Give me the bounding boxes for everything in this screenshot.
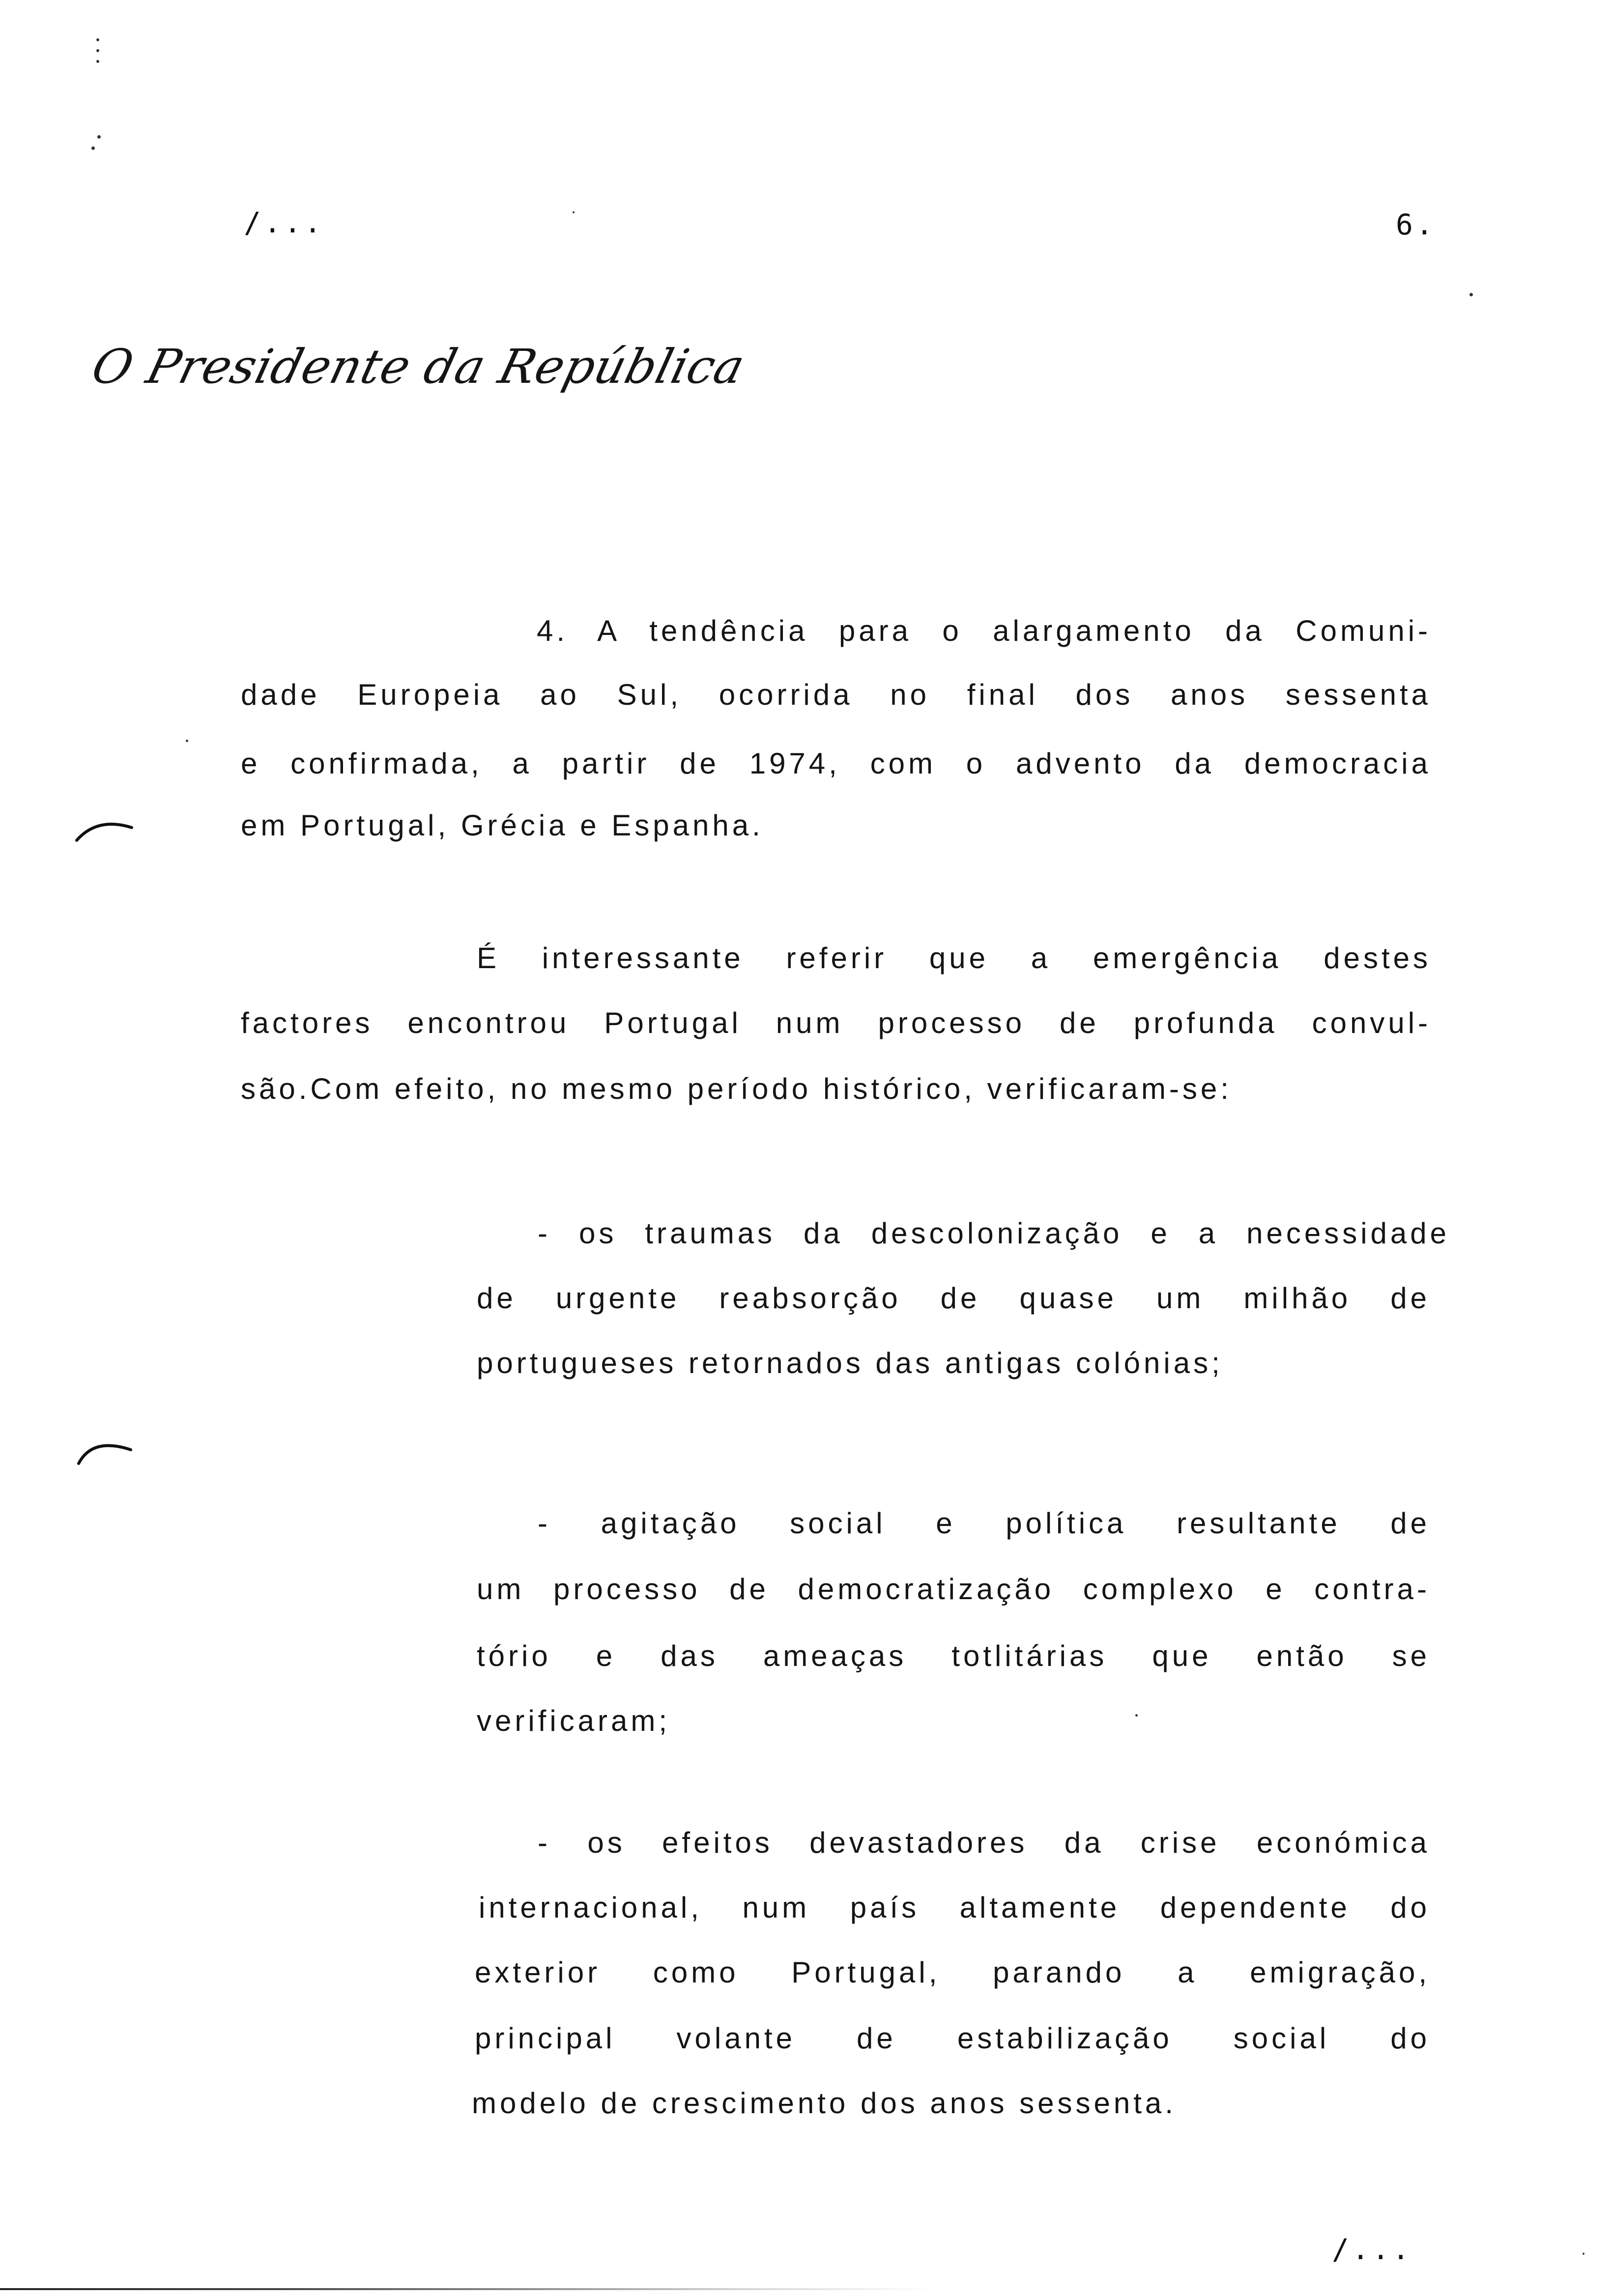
paragraph-line: dade Europeia ao Sul, ocorrida no final dos anos sessenta: [241, 678, 1431, 711]
continuation-marker-bottom: /...: [1332, 2233, 1412, 2266]
list-item-line: - agitação social e política resultante de: [538, 1507, 1430, 1540]
list-item-line: modelo de crescimento dos anos sessenta.: [472, 2087, 1177, 2120]
list-item-line: principal volante de estabilização social do: [475, 2022, 1430, 2055]
scan-speck: [96, 60, 99, 63]
list-item-line: um processo de democratização complexo e contra-: [477, 1573, 1430, 1606]
list-item-line: - os traumas da descolonização e a necessidade: [538, 1217, 1450, 1250]
scan-speck: [1469, 293, 1473, 296]
scan-speck: [97, 135, 101, 139]
list-item-line: de urgente reabsorção de quase um milhão de: [477, 1282, 1430, 1315]
scan-speck: [96, 49, 99, 52]
list-item-line: internacional, num país altamente dependente do: [479, 1891, 1430, 1924]
paragraph-line: factores encontrou Portugal num processo de profunda convul-: [241, 1006, 1431, 1039]
list-item-line: tório e das ameaças totlitárias que então se: [477, 1639, 1430, 1672]
page-number: 6.: [1396, 208, 1436, 241]
scan-speck: [186, 740, 188, 742]
scan-speck: [96, 38, 99, 41]
paragraph-line: são.Com efeito, no mesmo período histórico, verificaram-se:: [241, 1072, 1232, 1105]
paragraph-line: e confirmada, a partir de 1974, com o advento da democracia: [241, 747, 1431, 780]
scan-speck: [573, 211, 575, 213]
letterhead-presidente-da-republica: O Presidente da República: [86, 339, 750, 394]
margin-arc-mark: [73, 811, 137, 845]
list-item-line: exterior como Portugal, parando a emigração,: [475, 1956, 1430, 1989]
paragraph-line: É interessante referir que a emergência destes: [477, 942, 1431, 975]
paragraph-line: 4. A tendência para o alargamento da Comuni-: [537, 614, 1431, 647]
margin-arc-mark: [73, 1430, 137, 1469]
scan-speck: [91, 146, 95, 150]
list-item-line: portugueses retornados das antigas colónias;: [477, 1347, 1223, 1379]
list-item-line: verificaram;: [477, 1704, 671, 1737]
list-item-line: - os efeitos devastadores da crise económica: [538, 1826, 1430, 1859]
scan-speck: [1135, 1714, 1138, 1717]
continuation-marker-top: /...: [244, 206, 324, 239]
scan-edge-line: [0, 2288, 934, 2290]
scan-speck: [1583, 2253, 1584, 2255]
paragraph-line: em Portugal, Grécia e Espanha.: [241, 809, 764, 842]
